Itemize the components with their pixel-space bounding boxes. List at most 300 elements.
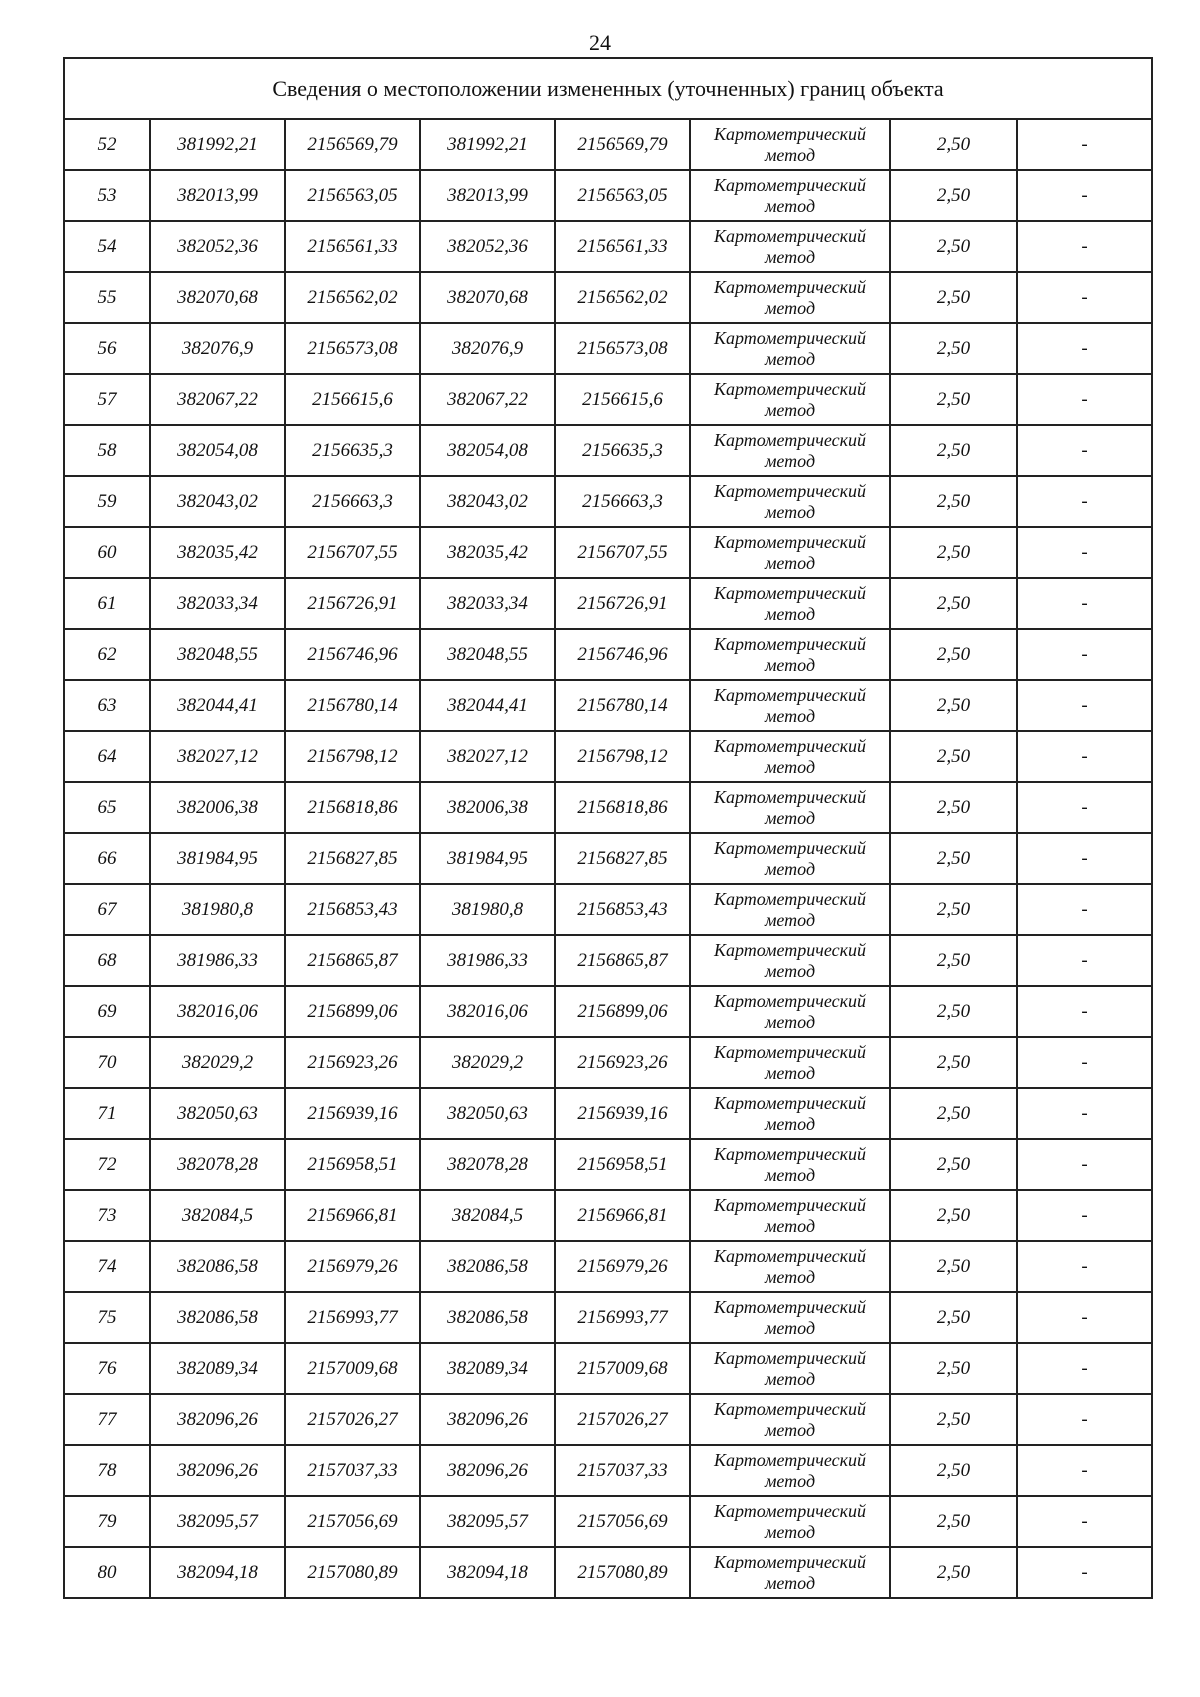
cell-accuracy: 2,50	[890, 527, 1017, 578]
cell-accuracy: 2,50	[890, 731, 1017, 782]
method-line-1: Картометрический	[713, 1551, 866, 1572]
table-row	[64, 629, 1152, 680]
method-line-2: метод	[764, 705, 816, 726]
cell-existing-y: 2156865,87	[285, 935, 420, 986]
cell-existing-y: 2156726,91	[285, 578, 420, 629]
cell-note: -	[1017, 272, 1152, 323]
cell-refined-y: 2156865,87	[555, 935, 690, 986]
cell-existing-x: 382086,58	[150, 1292, 285, 1343]
cell-refined-y: 2156923,26	[555, 1037, 690, 1088]
cell-refined-y: 2156827,85	[555, 833, 690, 884]
cell-accuracy: 2,50	[890, 374, 1017, 425]
cell-accuracy: 2,50	[890, 935, 1017, 986]
cell-method	[690, 1547, 890, 1598]
cell-existing-y: 2156573,08	[285, 323, 420, 374]
cell-method	[690, 986, 890, 1037]
cell-existing-y: 2156979,26	[285, 1241, 420, 1292]
cell-refined-y: 2156663,3	[555, 476, 690, 527]
cell-method	[690, 680, 890, 731]
cell-existing-x: 382050,63	[150, 1088, 285, 1139]
method-line-1: Картометрический	[713, 1245, 866, 1266]
table-row	[64, 425, 1152, 476]
cell-refined-x: 382096,26	[420, 1394, 555, 1445]
cell-method	[690, 629, 890, 680]
cell-point-number: 73	[64, 1190, 150, 1241]
cell-existing-x: 381986,33	[150, 935, 285, 986]
cell-existing-x: 382089,34	[150, 1343, 285, 1394]
table-row	[64, 986, 1152, 1037]
cell-point-number: 66	[64, 833, 150, 884]
cell-existing-x: 382054,08	[150, 425, 285, 476]
cell-point-number: 79	[64, 1496, 150, 1547]
cell-point-number: 61	[64, 578, 150, 629]
cell-method	[690, 527, 890, 578]
cell-point-number: 68	[64, 935, 150, 986]
method-line-1: Картометрический	[713, 786, 866, 807]
cell-note: -	[1017, 1088, 1152, 1139]
cell-existing-y: 2156635,3	[285, 425, 420, 476]
table-row	[64, 1037, 1152, 1088]
table-row	[64, 1241, 1152, 1292]
table-row	[64, 731, 1152, 782]
cell-accuracy: 2,50	[890, 1496, 1017, 1547]
cell-refined-x: 382035,42	[420, 527, 555, 578]
method-line-2: метод	[764, 1521, 816, 1542]
cell-accuracy: 2,50	[890, 833, 1017, 884]
cell-note: -	[1017, 680, 1152, 731]
cell-accuracy: 2,50	[890, 884, 1017, 935]
method-line-2: метод	[764, 1470, 816, 1491]
cell-accuracy: 2,50	[890, 1343, 1017, 1394]
cell-accuracy: 2,50	[890, 1292, 1017, 1343]
cell-refined-x: 381986,33	[420, 935, 555, 986]
cell-note: -	[1017, 782, 1152, 833]
cell-point-number: 59	[64, 476, 150, 527]
cell-accuracy: 2,50	[890, 1445, 1017, 1496]
cell-existing-y: 2156746,96	[285, 629, 420, 680]
cell-existing-x: 382052,36	[150, 221, 285, 272]
cell-method	[690, 425, 890, 476]
cell-point-number: 57	[64, 374, 150, 425]
cell-method	[690, 1088, 890, 1139]
method-line-2: метод	[764, 858, 816, 879]
method-line-2: метод	[764, 909, 816, 930]
cell-point-number: 65	[64, 782, 150, 833]
method-line-2: метод	[764, 1572, 816, 1593]
method-line-1: Картометрический	[713, 1041, 866, 1062]
method-line-1: Картометрический	[713, 582, 866, 603]
cell-existing-x: 382035,42	[150, 527, 285, 578]
cell-accuracy: 2,50	[890, 1547, 1017, 1598]
cell-existing-y: 2156798,12	[285, 731, 420, 782]
method-line-2: метод	[764, 1113, 816, 1134]
cell-existing-x: 382048,55	[150, 629, 285, 680]
cell-note: -	[1017, 1496, 1152, 1547]
method-line-1: Картометрический	[713, 1143, 866, 1164]
cell-refined-y: 2156573,08	[555, 323, 690, 374]
table-row	[64, 935, 1152, 986]
cell-method	[690, 1139, 890, 1190]
method-line-2: метод	[764, 450, 816, 471]
cell-point-number: 71	[64, 1088, 150, 1139]
cell-refined-y: 2156958,51	[555, 1139, 690, 1190]
method-line-2: метод	[764, 1011, 816, 1032]
cell-note: -	[1017, 527, 1152, 578]
cell-note: -	[1017, 476, 1152, 527]
cell-existing-x: 382086,58	[150, 1241, 285, 1292]
cell-accuracy: 2,50	[890, 1088, 1017, 1139]
cell-refined-x: 382086,58	[420, 1292, 555, 1343]
cell-point-number: 75	[64, 1292, 150, 1343]
cell-method	[690, 170, 890, 221]
table-row	[64, 1190, 1152, 1241]
cell-refined-y: 2156569,79	[555, 119, 690, 170]
cell-point-number: 80	[64, 1547, 150, 1598]
cell-existing-y: 2156899,06	[285, 986, 420, 1037]
cell-existing-x: 382016,06	[150, 986, 285, 1037]
cell-accuracy: 2,50	[890, 1241, 1017, 1292]
method-line-1: Картометрический	[713, 1449, 866, 1470]
cell-method	[690, 1241, 890, 1292]
cell-accuracy: 2,50	[890, 1190, 1017, 1241]
cell-existing-y: 2156853,43	[285, 884, 420, 935]
method-line-1: Картометрический	[713, 1194, 866, 1215]
cell-note: -	[1017, 425, 1152, 476]
table-row	[64, 1292, 1152, 1343]
cell-accuracy: 2,50	[890, 425, 1017, 476]
method-line-1: Картометрический	[713, 1500, 866, 1521]
cell-existing-y: 2156562,02	[285, 272, 420, 323]
cell-method	[690, 935, 890, 986]
cell-refined-y: 2156899,06	[555, 986, 690, 1037]
method-line-2: метод	[764, 399, 816, 420]
cell-note: -	[1017, 1547, 1152, 1598]
table-row	[64, 323, 1152, 374]
cell-point-number: 53	[64, 170, 150, 221]
cell-note: -	[1017, 1445, 1152, 1496]
table-row	[64, 527, 1152, 578]
cell-refined-y: 2156615,6	[555, 374, 690, 425]
cell-existing-x: 382033,34	[150, 578, 285, 629]
cell-refined-x: 382076,9	[420, 323, 555, 374]
cell-accuracy: 2,50	[890, 629, 1017, 680]
cell-existing-y: 2156966,81	[285, 1190, 420, 1241]
cell-method	[690, 272, 890, 323]
cell-accuracy: 2,50	[890, 272, 1017, 323]
cell-refined-y: 2156966,81	[555, 1190, 690, 1241]
cell-point-number: 72	[64, 1139, 150, 1190]
cell-note: -	[1017, 1292, 1152, 1343]
cell-existing-x: 382006,38	[150, 782, 285, 833]
table-row	[64, 1343, 1152, 1394]
cell-point-number: 56	[64, 323, 150, 374]
cell-existing-y: 2157026,27	[285, 1394, 420, 1445]
cell-accuracy: 2,50	[890, 782, 1017, 833]
table-body	[64, 119, 1152, 1598]
cell-point-number: 74	[64, 1241, 150, 1292]
cell-accuracy: 2,50	[890, 323, 1017, 374]
table-row	[64, 221, 1152, 272]
method-line-1: Картометрический	[713, 888, 866, 909]
cell-note: -	[1017, 1037, 1152, 1088]
cell-refined-y: 2156726,91	[555, 578, 690, 629]
cell-method	[690, 119, 890, 170]
cell-existing-y: 2157056,69	[285, 1496, 420, 1547]
method-line-2: метод	[764, 348, 816, 369]
cell-method	[690, 782, 890, 833]
method-line-2: метод	[764, 552, 816, 573]
method-line-1: Картометрический	[713, 1092, 866, 1113]
cell-refined-y: 2157056,69	[555, 1496, 690, 1547]
cell-refined-y: 2156635,3	[555, 425, 690, 476]
cell-refined-y: 2157037,33	[555, 1445, 690, 1496]
cell-note: -	[1017, 731, 1152, 782]
table-row	[64, 170, 1152, 221]
cell-existing-x: 382044,41	[150, 680, 285, 731]
cell-refined-y: 2157026,27	[555, 1394, 690, 1445]
method-line-2: метод	[764, 1266, 816, 1287]
cell-method	[690, 1496, 890, 1547]
cell-point-number: 62	[64, 629, 150, 680]
table-row	[64, 119, 1152, 170]
method-line-2: метод	[764, 297, 816, 318]
cell-existing-x: 382078,28	[150, 1139, 285, 1190]
cell-point-number: 55	[64, 272, 150, 323]
cell-method	[690, 1037, 890, 1088]
cell-existing-y: 2156818,86	[285, 782, 420, 833]
cell-refined-y: 2156561,33	[555, 221, 690, 272]
cell-existing-y: 2156923,26	[285, 1037, 420, 1088]
cell-refined-x: 382084,5	[420, 1190, 555, 1241]
cell-method	[690, 1343, 890, 1394]
cell-existing-x: 382095,57	[150, 1496, 285, 1547]
cell-point-number: 64	[64, 731, 150, 782]
table-row	[64, 1445, 1152, 1496]
cell-refined-x: 382048,55	[420, 629, 555, 680]
cell-method	[690, 731, 890, 782]
cell-refined-x: 382013,99	[420, 170, 555, 221]
cell-existing-y: 2156561,33	[285, 221, 420, 272]
cell-note: -	[1017, 1241, 1152, 1292]
cell-existing-y: 2156563,05	[285, 170, 420, 221]
cell-accuracy: 2,50	[890, 476, 1017, 527]
cell-refined-x: 382094,18	[420, 1547, 555, 1598]
table-row	[64, 374, 1152, 425]
boundary-coordinates-table	[63, 57, 1153, 1599]
cell-method	[690, 1190, 890, 1241]
method-line-1: Картометрический	[713, 684, 866, 705]
cell-refined-y: 2156993,77	[555, 1292, 690, 1343]
cell-refined-x: 382016,06	[420, 986, 555, 1037]
method-line-1: Картометрический	[713, 531, 866, 552]
cell-note: -	[1017, 1394, 1152, 1445]
method-line-1: Картометрический	[713, 429, 866, 450]
cell-point-number: 76	[64, 1343, 150, 1394]
cell-method	[690, 884, 890, 935]
method-line-1: Картометрический	[713, 276, 866, 297]
method-line-2: метод	[764, 756, 816, 777]
cell-accuracy: 2,50	[890, 1394, 1017, 1445]
cell-existing-x: 382027,12	[150, 731, 285, 782]
cell-existing-x: 382067,22	[150, 374, 285, 425]
cell-point-number: 63	[64, 680, 150, 731]
method-line-2: метод	[764, 1062, 816, 1083]
page-number: 24	[589, 30, 611, 55]
method-line-1: Картометрический	[713, 837, 866, 858]
cell-existing-y: 2156707,55	[285, 527, 420, 578]
cell-note: -	[1017, 986, 1152, 1037]
cell-refined-y: 2157009,68	[555, 1343, 690, 1394]
cell-accuracy: 2,50	[890, 119, 1017, 170]
method-line-1: Картометрический	[713, 1347, 866, 1368]
cell-method	[690, 1445, 890, 1496]
method-line-2: метод	[764, 246, 816, 267]
cell-method	[690, 1292, 890, 1343]
table-title: Сведения о местоположении измененных (уточненных) границ объекта	[64, 58, 1152, 119]
cell-refined-x: 382044,41	[420, 680, 555, 731]
cell-note: -	[1017, 374, 1152, 425]
method-line-2: метод	[764, 195, 816, 216]
method-line-2: метод	[764, 654, 816, 675]
method-line-2: метод	[764, 501, 816, 522]
table-row	[64, 578, 1152, 629]
cell-existing-x: 382029,2	[150, 1037, 285, 1088]
method-line-1: Картометрический	[713, 1296, 866, 1317]
cell-point-number: 58	[64, 425, 150, 476]
method-line-1: Картометрический	[713, 990, 866, 1011]
cell-refined-x: 382086,58	[420, 1241, 555, 1292]
cell-point-number: 54	[64, 221, 150, 272]
cell-method	[690, 323, 890, 374]
table-row	[64, 476, 1152, 527]
cell-existing-y: 2156569,79	[285, 119, 420, 170]
cell-existing-x: 381980,8	[150, 884, 285, 935]
method-line-1: Картометрический	[713, 225, 866, 246]
cell-accuracy: 2,50	[890, 986, 1017, 1037]
method-line-1: Картометрический	[713, 378, 866, 399]
cell-existing-x: 382070,68	[150, 272, 285, 323]
cell-accuracy: 2,50	[890, 221, 1017, 272]
cell-existing-x: 381984,95	[150, 833, 285, 884]
table-title-row	[64, 58, 1152, 119]
cell-refined-y: 2156562,02	[555, 272, 690, 323]
cell-point-number: 67	[64, 884, 150, 935]
cell-accuracy: 2,50	[890, 1037, 1017, 1088]
cell-note: -	[1017, 935, 1152, 986]
cell-method	[690, 578, 890, 629]
table-row	[64, 782, 1152, 833]
cell-accuracy: 2,50	[890, 1139, 1017, 1190]
cell-refined-y: 2156746,96	[555, 629, 690, 680]
cell-existing-x: 382096,26	[150, 1394, 285, 1445]
cell-note: -	[1017, 119, 1152, 170]
cell-existing-x: 382076,9	[150, 323, 285, 374]
cell-existing-y: 2156939,16	[285, 1088, 420, 1139]
method-line-1: Картометрический	[713, 174, 866, 195]
method-line-2: метод	[764, 1419, 816, 1440]
cell-refined-x: 382043,02	[420, 476, 555, 527]
table-row	[64, 1394, 1152, 1445]
method-line-1: Картометрический	[713, 123, 866, 144]
table-row	[64, 1547, 1152, 1598]
method-line-2: метод	[764, 603, 816, 624]
cell-existing-y: 2156958,51	[285, 1139, 420, 1190]
cell-refined-x: 382096,26	[420, 1445, 555, 1496]
cell-refined-y: 2156818,86	[555, 782, 690, 833]
cell-existing-y: 2156993,77	[285, 1292, 420, 1343]
cell-refined-y: 2156798,12	[555, 731, 690, 782]
cell-refined-y: 2156979,26	[555, 1241, 690, 1292]
cell-note: -	[1017, 1139, 1152, 1190]
cell-refined-x: 382006,38	[420, 782, 555, 833]
cell-note: -	[1017, 170, 1152, 221]
cell-existing-x: 382094,18	[150, 1547, 285, 1598]
cell-refined-x: 381992,21	[420, 119, 555, 170]
cell-refined-x: 382050,63	[420, 1088, 555, 1139]
cell-refined-x: 382078,28	[420, 1139, 555, 1190]
cell-note: -	[1017, 1190, 1152, 1241]
method-line-1: Картометрический	[713, 327, 866, 348]
cell-refined-x: 382052,36	[420, 221, 555, 272]
table-row	[64, 1139, 1152, 1190]
cell-refined-x: 382027,12	[420, 731, 555, 782]
cell-note: -	[1017, 323, 1152, 374]
cell-method	[690, 833, 890, 884]
cell-note: -	[1017, 833, 1152, 884]
method-line-2: метод	[764, 960, 816, 981]
method-line-2: метод	[764, 1368, 816, 1389]
cell-point-number: 70	[64, 1037, 150, 1088]
cell-existing-x: 382084,5	[150, 1190, 285, 1241]
cell-existing-y: 2156827,85	[285, 833, 420, 884]
boundary-table-container	[63, 57, 1151, 1599]
cell-method	[690, 374, 890, 425]
table-row	[64, 884, 1152, 935]
cell-existing-y: 2157080,89	[285, 1547, 420, 1598]
method-line-1: Картометрический	[713, 735, 866, 756]
cell-method	[690, 221, 890, 272]
method-line-1: Картометрический	[713, 1398, 866, 1419]
cell-point-number: 78	[64, 1445, 150, 1496]
method-line-1: Картометрический	[713, 939, 866, 960]
cell-refined-y: 2156563,05	[555, 170, 690, 221]
cell-refined-x: 382095,57	[420, 1496, 555, 1547]
cell-existing-x: 381992,21	[150, 119, 285, 170]
table-row	[64, 272, 1152, 323]
cell-existing-y: 2156780,14	[285, 680, 420, 731]
method-line-2: метод	[764, 144, 816, 165]
cell-existing-y: 2157037,33	[285, 1445, 420, 1496]
cell-method	[690, 1394, 890, 1445]
method-line-1: Картометрический	[713, 633, 866, 654]
method-line-2: метод	[764, 1215, 816, 1236]
method-line-2: метод	[764, 1317, 816, 1338]
table-row	[64, 1088, 1152, 1139]
table-row	[64, 680, 1152, 731]
cell-accuracy: 2,50	[890, 578, 1017, 629]
cell-refined-x: 381980,8	[420, 884, 555, 935]
cell-refined-x: 382029,2	[420, 1037, 555, 1088]
cell-note: -	[1017, 629, 1152, 680]
cell-refined-y: 2156939,16	[555, 1088, 690, 1139]
table-row	[64, 1496, 1152, 1547]
cell-note: -	[1017, 1343, 1152, 1394]
method-line-2: метод	[764, 807, 816, 828]
cell-refined-x: 382067,22	[420, 374, 555, 425]
cell-accuracy: 2,50	[890, 680, 1017, 731]
cell-refined-y: 2156853,43	[555, 884, 690, 935]
cell-refined-x: 382089,34	[420, 1343, 555, 1394]
